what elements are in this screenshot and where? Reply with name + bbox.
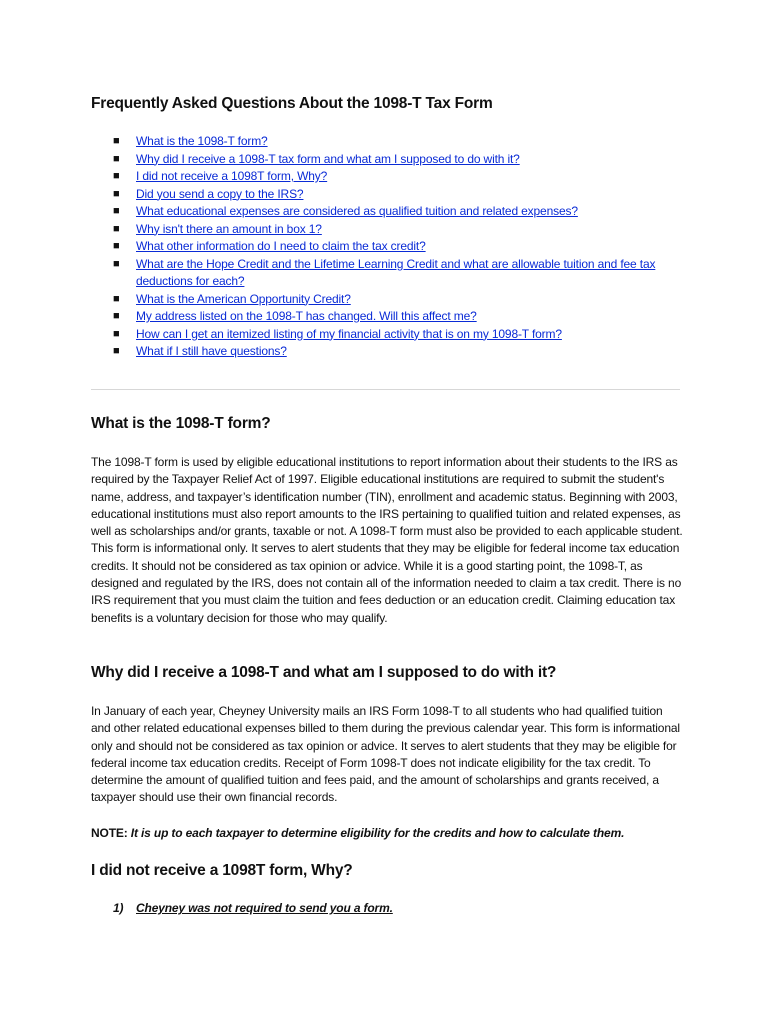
- toc-item: [91, 343, 681, 361]
- toc-link-qualified-expenses[interactable]: What educational expenses are considered as qualified tuition and related expenses?: [136, 204, 578, 218]
- note-label: NOTE:: [91, 826, 128, 840]
- toc-item: [91, 326, 681, 344]
- toc-link-itemized-listing[interactable]: How can I get an itemized listing of my financial activity that is on my 1098-T form?: [136, 326, 562, 341]
- bullet-icon: ■: [113, 187, 120, 200]
- toc-link-address-changed[interactable]: My address listed on the 1098-T has changed. Will this affect me?: [136, 309, 477, 323]
- bullet-icon: ■: [113, 327, 120, 340]
- toc-link-what-is-1098t[interactable]: What is the 1098-T form?: [136, 134, 268, 148]
- toc-item: [91, 308, 681, 326]
- toc-item: [91, 256, 681, 291]
- toc-link-copy-to-irs[interactable]: Did you send a copy to the IRS?: [136, 186, 304, 201]
- toc-item: [91, 221, 681, 239]
- toc-link-american-opportunity[interactable]: What is the American Opportunity Credit?: [136, 291, 351, 306]
- section-body-why-receive: In January of each year, Cheyney University mails an IRS Form 1098-T to all students who had qualified tuition and other related educational expenses billed to them during the previous calendar year. This form is informational only and should not be considered as tax opinion or advice. It serves to alert students that they may be eligible for federal income tax education credits. Receipt of Form 1098-T does not indicate eligibility for the tax credit. To determine the amount of qualified tuition and fees paid, and the amount of scholarships and grants received, a taxpayer should use their own financial records.: [91, 704, 680, 805]
- section-heading-why-receive: Why did I receive a 1098-T and what am I supposed to do with it?: [91, 664, 557, 681]
- bullet-icon: ■: [113, 135, 120, 147]
- toc-item: [91, 238, 681, 256]
- section-heading-what-is: What is the 1098-T form?: [91, 415, 271, 432]
- section-divider: [91, 389, 680, 390]
- bullet-icon: ■: [113, 257, 120, 270]
- note-emphasis: It is up to each taxpayer to determine eligibility for the credits and how to calculate them.: [130, 826, 625, 840]
- toc-item: [91, 186, 681, 204]
- toc-item: [91, 168, 681, 186]
- bullet-icon: ■: [113, 170, 120, 182]
- toc-item: [91, 133, 681, 151]
- toc-item: [91, 151, 681, 169]
- toc-link-other-information[interactable]: What other information do I need to claim the tax credit?: [136, 239, 426, 253]
- bullet-icon: ■: [113, 292, 120, 305]
- toc-link-did-not-receive[interactable]: I did not receive a 1098T form, Why?: [136, 169, 328, 183]
- toc-link-hope-lifetime-credit[interactable]: What are the Hope Credit and the Lifetime Learning Credit and what are allowable tuition and fee tax deductions for each?: [136, 256, 656, 288]
- bullet-icon: ■: [113, 240, 120, 252]
- bullet-icon: ■: [113, 205, 120, 217]
- numbered-list-item: [113, 901, 393, 915]
- bullet-icon: ■: [113, 222, 120, 235]
- bullet-icon: ■: [113, 310, 120, 322]
- toc-item: [91, 203, 681, 221]
- note-text: [91, 825, 683, 842]
- list-item-text: Cheyney was not required to send you a form.: [136, 901, 393, 915]
- section-body-what-is: The 1098-T form is used by eligible educational institutions to report information about their students to the IRS as required by the Taxpayer Relief Act of 1997. Eligible educational institutions are required to submit the student's name, address, and taxpayer’s identification number (TIN), enrollment and academic status. Beginning with 2003, educational institutions must also report amounts to the IRS pertaining to qualified tuition and related expenses, as well as scholarships and/or grants, taxable or not. A 1098-T form must also be provided to each applicable student. This form is informational only. It serves to alert students that they may be eligible for federal income tax education credits. It should not be considered as tax opinion or advice. While it is a good starting point, the 1098-T, as designed and regulated by the IRS, does not contain all of the information needed to claim a tax credit. There is no IRS requirement that you must claim the tuition and fees deduction or an education credit. Claiming education tax benefits is a voluntary decision for those who may qualify.: [91, 455, 683, 625]
- bullet-icon: ■: [113, 152, 120, 165]
- toc-item: [91, 291, 681, 309]
- toc-link-why-receive[interactable]: Why did I receive a 1098-T tax form and what am I supposed to do with it?: [136, 151, 520, 166]
- section-heading-did-not-receive: I did not receive a 1098T form, Why?: [91, 862, 353, 879]
- toc-link-no-amount-box1[interactable]: Why isn't there an amount in box 1?: [136, 221, 322, 236]
- toc-link-still-have-questions[interactable]: What if I still have questions?: [136, 344, 287, 358]
- list-item-number: 1): [113, 901, 124, 915]
- faq-table-of-contents: [91, 133, 681, 361]
- bullet-icon: ■: [113, 345, 120, 357]
- page-title: Frequently Asked Questions About the 1098-T Tax Form: [91, 95, 493, 112]
